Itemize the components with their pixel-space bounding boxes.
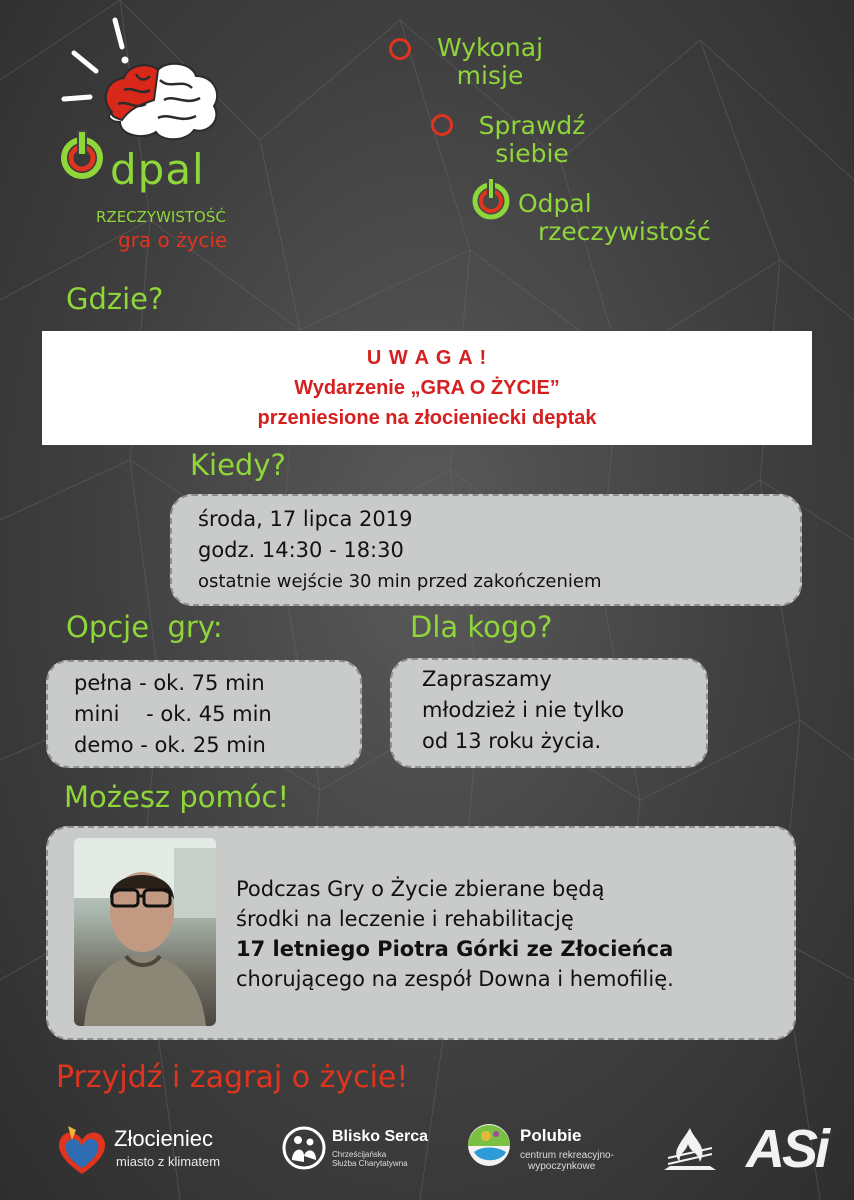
audience-line: Zapraszamy bbox=[422, 667, 552, 691]
circle-bullet-icon bbox=[431, 114, 453, 136]
sponsor-subtitle: centrum rekreacyjno- wypoczynkowe bbox=[520, 1150, 614, 1172]
step-line: misje bbox=[456, 61, 524, 90]
options-box bbox=[46, 660, 362, 768]
notice-text: Wydarzenie „GRA O ŻYCIE” bbox=[294, 377, 560, 399]
when-heading: Kiedy? bbox=[190, 448, 286, 482]
portrait-image bbox=[74, 838, 216, 1026]
zlocieniec-heart-icon bbox=[54, 1122, 110, 1178]
audience-box bbox=[390, 658, 708, 768]
notice-title: U W A G A ! bbox=[366, 347, 488, 369]
step-line: Sprawdź bbox=[478, 111, 586, 140]
step-line: Wykonaj bbox=[436, 33, 544, 62]
sponsor-subtitle: Chrześcijańska Służba Charytatywna bbox=[332, 1150, 408, 1168]
step-line: rzeczywistość bbox=[538, 217, 711, 246]
logo-subtitle: RZECZYWISTOŚĆ bbox=[96, 208, 226, 226]
step-missions bbox=[420, 34, 560, 90]
sponsor-tagline: miasto z klimatem bbox=[116, 1154, 221, 1169]
help-line: chorującego na zespół Downa i hemofilię. bbox=[236, 967, 674, 991]
adventist-flame-icon bbox=[660, 1124, 720, 1176]
logo-tagline: gra o życie bbox=[118, 228, 228, 252]
step-ignite bbox=[510, 190, 750, 246]
audience-heading: Dla kogo? bbox=[410, 610, 553, 644]
where-heading: Gdzie? bbox=[66, 282, 164, 316]
boy-photo bbox=[74, 838, 216, 1026]
step-test bbox=[462, 112, 602, 168]
step-line: Odpal bbox=[518, 189, 592, 218]
blisko-serca-icon bbox=[282, 1126, 326, 1170]
audience-line: młodzież i nie tylko bbox=[422, 698, 625, 722]
notice-box bbox=[42, 331, 812, 445]
sponsor-name: Polubie bbox=[520, 1126, 582, 1145]
option-item: demo - ok. 25 min bbox=[74, 733, 266, 757]
event-note: ostatnie wejście 30 min przed zakończeniem bbox=[198, 571, 602, 592]
step-line: siebie bbox=[495, 139, 569, 168]
call-to-action: Przyjdź i zagraj o życie! bbox=[56, 1060, 409, 1095]
circle-bullet-icon bbox=[389, 38, 411, 60]
help-line: Podczas Gry o Życie zbierane będą bbox=[236, 877, 605, 901]
brain-icon bbox=[100, 60, 225, 145]
power-icon bbox=[58, 128, 108, 184]
help-heading: Możesz pomóc! bbox=[64, 780, 290, 814]
event-hours: godz. 14:30 - 18:30 bbox=[198, 538, 404, 562]
logo-wordmark: dpal bbox=[110, 145, 205, 194]
polubie-icon bbox=[466, 1122, 512, 1168]
sponsor-name: Blisko Serca bbox=[332, 1128, 429, 1145]
option-item: mini - ok. 45 min bbox=[74, 702, 272, 726]
sponsor-blisko-serca bbox=[282, 1124, 452, 1180]
notice-text: przeniesione na złocieniecki deptak bbox=[257, 407, 597, 429]
when-box bbox=[170, 494, 802, 606]
help-text bbox=[236, 874, 674, 994]
options-heading: Opcje gry: bbox=[66, 610, 223, 644]
sponsor-zlocieniec bbox=[54, 1122, 254, 1182]
event-date: środa, 17 lipca 2019 bbox=[198, 507, 413, 531]
power-icon bbox=[470, 176, 514, 222]
sponsor-name: Złocieniec bbox=[114, 1126, 214, 1151]
sponsor-asi-logo: ASi bbox=[746, 1119, 828, 1179]
sponsor-polubie bbox=[466, 1120, 636, 1180]
audience-line: od 13 roku życia. bbox=[422, 729, 602, 753]
option-item: pełna - ok. 75 min bbox=[74, 671, 265, 695]
help-line-highlight: 17 letniego Piotra Górki ze Złocieńca bbox=[236, 937, 674, 961]
help-line: środki na leczenie i rehabilitację bbox=[236, 907, 574, 931]
